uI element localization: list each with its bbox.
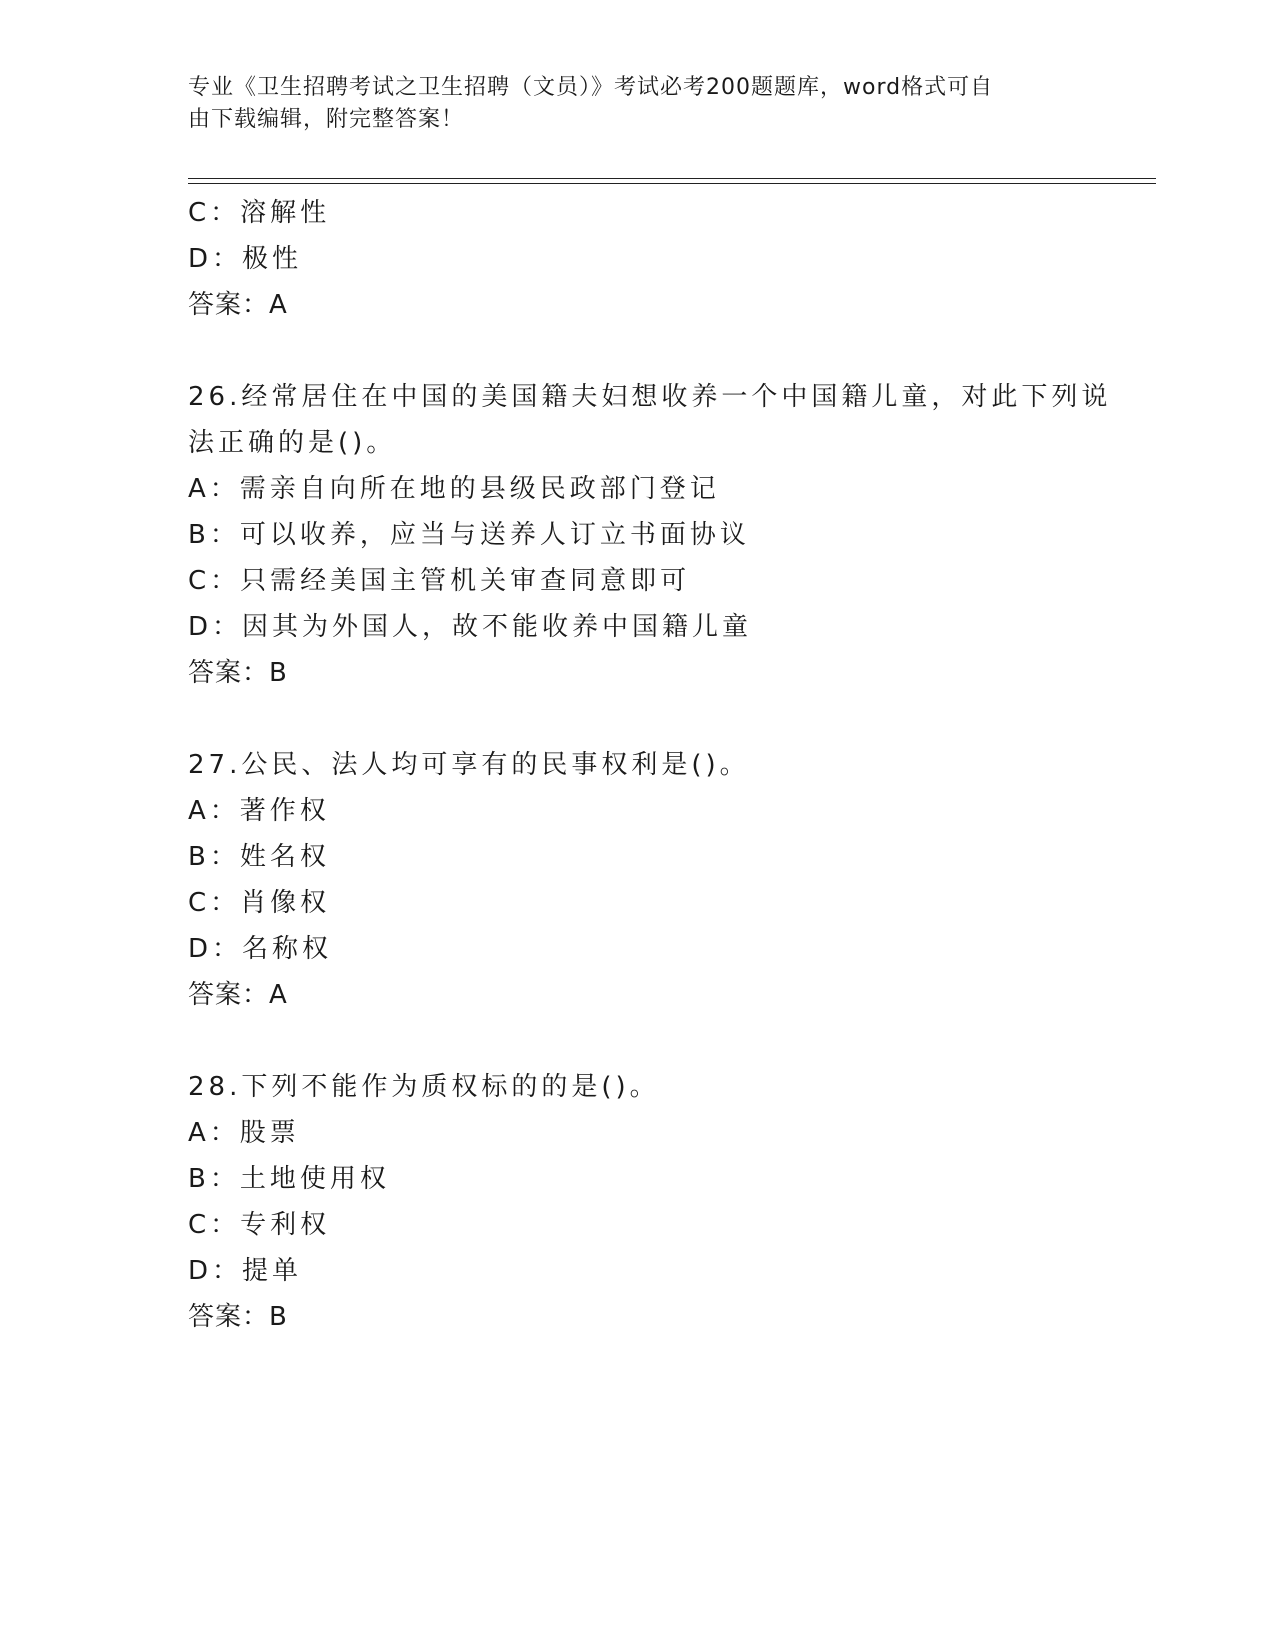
- option-a: A：著作权: [188, 796, 330, 826]
- question-27: [188, 742, 1148, 1018]
- option-a: A：股票: [188, 1118, 300, 1148]
- answer-line: 答案：A: [188, 980, 288, 1010]
- question-stem: 28.下列不能作为质权标的的是()。: [188, 1072, 660, 1102]
- option-b: B：可以收养，应当与送养人订立书面协议: [188, 520, 750, 550]
- answer-line: 答案：B: [188, 658, 288, 688]
- option-c: C：溶解性: [188, 198, 331, 228]
- option-d: D：名称权: [188, 934, 333, 964]
- option-a: A：需亲自向所在地的县级民政部门登记: [188, 474, 720, 504]
- option-c: C：肖像权: [188, 888, 331, 918]
- question-stem-continued: 法正确的是()。: [188, 428, 397, 458]
- option-c: C：专利权: [188, 1210, 331, 1240]
- header-divider-bottom: [188, 183, 1156, 184]
- option-b: B：姓名权: [188, 842, 330, 872]
- answer-line: 答案：A: [188, 290, 288, 320]
- question-stem: 26.经常居住在中国的美国籍夫妇想收养一个中国籍儿童，对此下列说: [188, 382, 1112, 412]
- question-stem: 27.公民、法人均可享有的民事权利是()。: [188, 750, 750, 780]
- document-body: [188, 190, 1148, 1340]
- option-d: D：提单: [188, 1256, 303, 1286]
- header-line-2: 由下载编辑，附完整答案！: [188, 107, 465, 132]
- option-d: D：因其为外国人，故不能收养中国籍儿童: [188, 612, 753, 642]
- continued-question: [188, 190, 1148, 328]
- question-26: [188, 374, 1148, 696]
- header-line-1: 专业《卫生招聘考试之卫生招聘（文员）》考试必考200题题库，word格式可自: [188, 75, 994, 100]
- option-d: D：极性: [188, 244, 303, 274]
- question-28: [188, 1064, 1148, 1340]
- option-c: C：只需经美国主管机关审查同意即可: [188, 566, 691, 596]
- answer-line: 答案：B: [188, 1302, 288, 1332]
- document-header: [188, 72, 1078, 136]
- option-b: B：土地使用权: [188, 1164, 390, 1194]
- header-divider-top: [188, 178, 1156, 179]
